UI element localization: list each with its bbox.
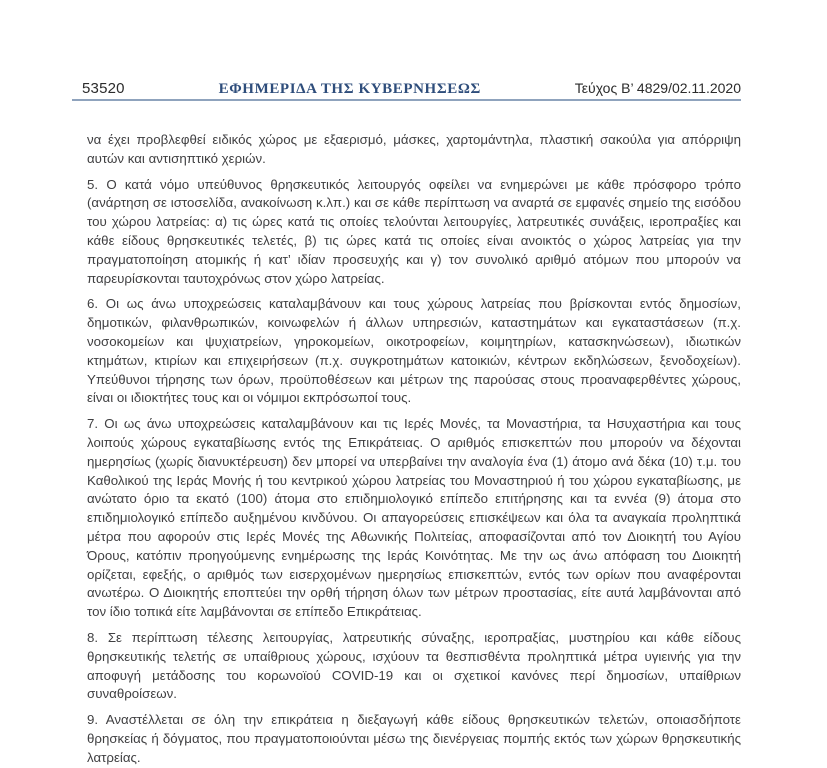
paragraph-5: 5. Ο κατά νόμο υπεύθυνος θρησκευτικός λειτουργός οφείλει να ενημερώνει με κάθε πρόσφορο τρόπο (ανάρτηση σε ιστοσελίδα, ανακοίνωση κ.λπ.) και σε κάθε περίπτωση να αναρτά σε εμφανές σημείο της εισόδου του χώρου λατρείας: α) τις ώρες κατά τις οποίες τελούνται λειτουργίες, λατρευτικές συνάξεις, ιεροπραξίες και κάθε είδους θρησκευτικές τελετές, β) τις ώρες κατά τις οποίες είναι ανοικτός ο χώρος λατρείας για την πραγματοποίηση ατομικής ή κατ’ ιδίαν προσευχής και γ) τον συνολικό αριθμό ατόμων που μπορούν να παρευρίσκονται ταυτοχρόνως στον χώρο λατρείας. [87,176,741,286]
page-number: 53520 [82,80,125,97]
paragraph-7: 7. Οι ως άνω υποχρεώσεις καταλαμβάνουν και τις Ιερές Μονές, τα Μοναστήρια, τα Ησυχαστήρια και τους λοιπούς χώρους εγκαταβίωσης εντός της Επικράτειας. Ο αριθμός επισκεπτών που μπορούν να δέχονται ημερησίως (χωρίς διανυκτέρευση) δεν μπορεί να υπερβαίνει την αναλογία ένα (1) άτομο ανά δέκα (10) τ.μ. του Καθολικού της Ιεράς Μονής ή του κεντρικού χώρου λατρείας του Μοναστηριού ή του χώρου εγκαταβίωσης, με ανώτατο όριο τα εκατό (100) άτομα στο επιδημιολογικό επίπεδο επιτήρησης και τα εννέα (9) άτομα στο επιδημιολογικό επίπεδο αυξημένου κινδύνου. Οι απαγορεύσεις επισκέψεων και όλα τα αναγκαία προληπτικά μέτρα που αφορούν στις Ιερές Μονές της Αθωνικής Πολιτείας, αποφασίζονται από τον Διοικητή του Αγίου Όρους, κατόπιν προηγούμενης ενημέρωσης της Ιεράς Κοινότητας. Με την ως άνω απόφαση του Διοικητή ορίζεται, εφεξής, ο αριθμός των εισερχομένων ημερησίως επισκεπτών, εντός των ορίων που αναφέρονται ανωτέρω. Ο Διοικητής εποπτεύει την ορθή τήρηση όλων των μέτρων προστασίας, είτε αυτά λαμβάνονται από τον ίδιο τοπικά είτε λαμβάνονται σε επίπεδο Επικράτειας. [87,416,741,620]
gazette-title: ΕΦΗΜΕΡΙΔΑ ΤΗΣ ΚΥΒΕΡΝΗΣΕΩΣ [218,81,481,97]
issue-label: Τεύχος Β’ 4829/02.11.2020 [574,80,741,96]
header-rule [72,99,741,101]
paragraph-8: 8. Σε περίπτωση τέλεσης λειτουργίας, λατρευτικής σύναξης, ιεροπραξίας, μυστηρίου και κάθε είδους θρησκευτικής τελετής σε υπαίθριους χώρους, ισχύουν τα θεσπισθέντα προληπτικά μέτρα υγιεινής για την αποφυγή μετάδοσης του κορωνοϊού COVID-19 και οι σχετικοί κανόνες περί δημοσίων, υπαίθριων συναθροίσεων. [87,629,741,702]
paragraph-6: 6. Οι ως άνω υποχρεώσεις καταλαμβάνουν και τους χώρους λατρείας που βρίσκονται εντός δημοσίων, δημοτικών, φιλανθρωπικών, κοινωφελών ή άλλων υπηρεσιών, καταστημάτων και εγκαταστάσεων (π.χ. νοσοκομείων και ψυχιατρείων, γηροκομείων, οικοτροφείων, κοιμητηρίων, κατασκηνώσεων), ιδιωτικών κτημάτων, κτιρίων και επιχειρήσεων (π.χ. συγκροτημάτων κατοικιών, κέντρων εκδηλώσεων, ξενοδοχείων). Υπεύθυνοι τήρησης των όρων, προϋποθέσεων και μέτρων της παρούσας στους προαναφερθέντες χώρους, είναι οι ιδιοκτήτες τους και οι νόμιμοι εκπρόσωποί τους. [87,296,741,406]
paragraph-intro-continuation: να έχει προβλεφθεί ειδικός χώρος με εξαερισμό, μάσκες, χαρτομάντηλα, πλαστική σακούλα για απόρριψη αυτών και αντισηπτικό χεριών. [87,132,741,166]
page-header [82,80,741,98]
paragraph-9: 9. Αναστέλλεται σε όλη την επικράτεια η διεξαγωγή κάθε είδους θρησκευτικών τελετών, οποιασδήποτε θρησκείας ή δόγματος, που πραγματοποιούνται μέσω της διενέργειας πομπής εκτός των χώρων θρησκευτικής λατρείας. [87,712,741,765]
document-body [87,131,741,768]
